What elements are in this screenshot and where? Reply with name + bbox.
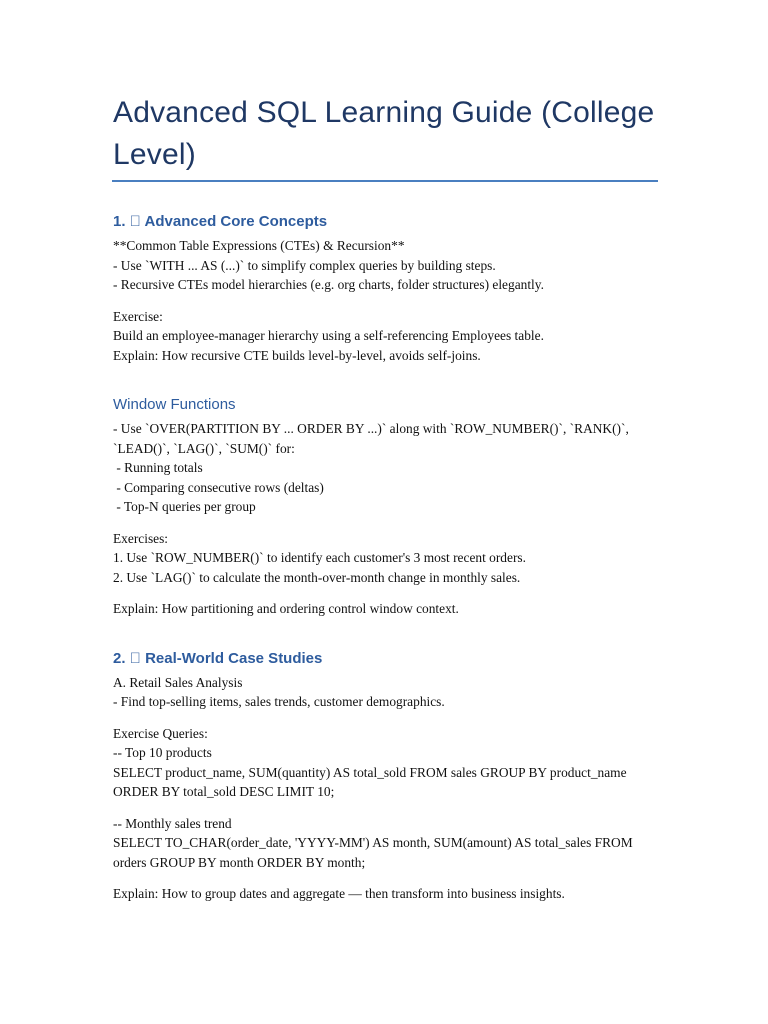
- window-bullet-running-totals: - Running totals: [113, 460, 203, 475]
- query-2-line-1: SELECT TO_CHAR(order_date, 'YYYY-MM') AS month, SUM(amount) AS total_sales FROM: [113, 835, 633, 850]
- window-bullet-top-n: - Top-N queries per group: [113, 499, 256, 514]
- section-heading-core-concepts: 1.   Advanced Core Concepts: [113, 213, 328, 230]
- query-2-line-2: orders GROUP BY month ORDER BY month;: [113, 854, 366, 870]
- retail-subheading: A. Retail Sales Analysis: [113, 674, 243, 690]
- document-body: [113, 212, 673, 904]
- query-1-line-1: SELECT product_name, SUM(quantity) AS total_sold FROM sales GROUP BY product_name: [113, 764, 627, 780]
- exercise-text: Build an employee-manager hierarchy using a self-referencing Employees table.: [113, 328, 544, 343]
- exercise-label: Exercise:: [113, 308, 163, 324]
- query-1-line-2: ORDER BY total_sold DESC LIMIT 10;: [113, 784, 335, 799]
- cte-explain: Explain: How recursive CTE builds level-by-level, avoids self-joins.: [113, 347, 481, 363]
- title-underline: [112, 180, 658, 182]
- section-heading-window-functions: Window Functions: [113, 396, 236, 413]
- query-1-comment: -- Top 10 products: [113, 745, 212, 760]
- retail-line: - Find top-selling items, sales trends, customer demographics.: [113, 694, 445, 709]
- section-heading-case-studies: 2.   Real-World Case Studies: [113, 649, 323, 667]
- exercise-queries-label: Exercise Queries:: [113, 725, 208, 741]
- cte-line-2: - Recursive CTEs model hierarchies (e.g. org charts, folder structures) elegantly.: [113, 277, 544, 292]
- window-exercise-2: 2. Use `LAG()` to calculate the month-over-month change in monthly sales.: [113, 569, 521, 585]
- window-line-2: `LEAD()`, `LAG()`, `SUM()` for:: [113, 440, 295, 456]
- window-explain: Explain: How partitioning and ordering control window context.: [113, 601, 459, 616]
- window-bullet-deltas: - Comparing consecutive rows (deltas): [113, 479, 324, 495]
- window-line-1: - Use `OVER(PARTITION BY ... ORDER BY ...)` along with `ROW_NUMBER()`, `RANK()`,: [113, 421, 629, 436]
- cte-heading: **Common Table Expressions (CTEs) & Recursion**: [113, 238, 405, 253]
- window-exercise-1: 1. Use `ROW_NUMBER()` to identify each customer's 3 most recent orders.: [113, 550, 526, 565]
- page-title: Advanced SQL Learning Guide (College Level): [113, 96, 655, 171]
- cte-line-1: - Use `WITH ... AS (...)` to simplify complex queries by building steps.: [113, 257, 496, 273]
- case-explain: Explain: How to group dates and aggregate — then transform into business insights.: [113, 886, 565, 901]
- exercises-label: Exercises:: [113, 530, 169, 546]
- query-2-comment: -- Monthly sales trend: [113, 815, 232, 831]
